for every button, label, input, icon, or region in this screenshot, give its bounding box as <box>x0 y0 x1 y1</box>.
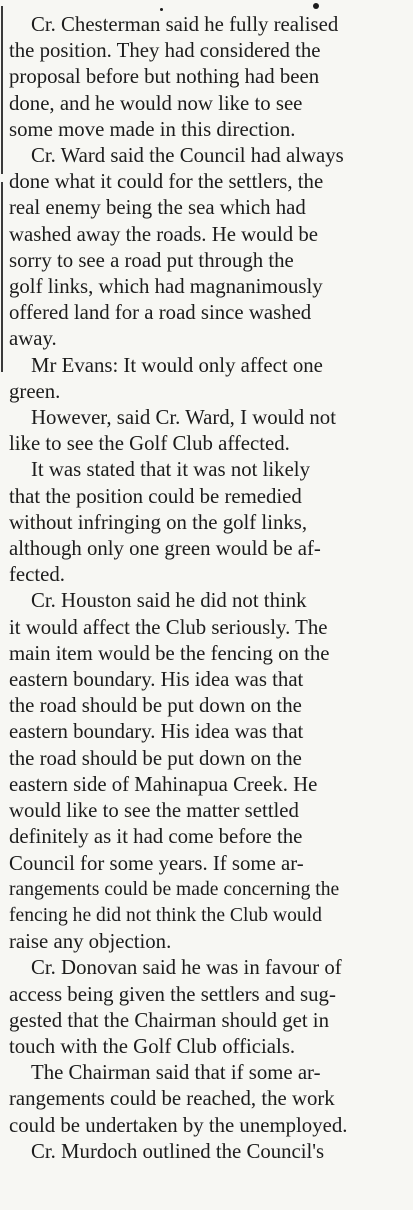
text-line: Mr Evans: It would only affect one <box>31 353 323 377</box>
text-line: Council for some years. If some ar- <box>9 851 304 875</box>
text-line: although only one green would be af- <box>9 537 321 561</box>
text-line: raise any objection. <box>9 930 172 954</box>
text-line: fected. <box>9 563 65 587</box>
text-line: Cr. Ward said the Council had always <box>31 144 344 168</box>
text-line: away. <box>9 327 57 351</box>
paragraph-donovan <box>9 955 413 1060</box>
text-line: that the position could be remedied <box>9 484 302 508</box>
paragraph-evans <box>9 353 413 405</box>
text-line: offered land for a road since washed <box>9 301 312 325</box>
text-line: main item would be the fencing on the <box>9 641 330 665</box>
text-line: rangements could be made concerning the <box>9 878 340 900</box>
text-line: golf links, which had magnanimously <box>9 275 323 299</box>
text-line: green. <box>9 379 61 403</box>
text-line: Cr. Houston said he did not think <box>31 589 307 613</box>
text-line: eastern boundary. His idea was that <box>9 668 304 692</box>
text-line: sorry to see a road put through the <box>9 248 294 272</box>
text-line: could be undertaken by the unemployed. <box>9 1113 348 1137</box>
text-line: Cr. Donovan said he was in favour of <box>31 956 342 980</box>
text-line: the road should be put down on the <box>9 694 302 718</box>
text-line: done what it could for the settlers, the <box>9 170 324 194</box>
text-line: would like to see the matter settled <box>9 799 299 823</box>
paragraph-chairman <box>9 1060 413 1139</box>
paragraph-chesterman <box>9 12 413 143</box>
text-line: It was stated that it was not likely <box>31 458 310 482</box>
text-line: washed away the roads. He would be <box>9 222 318 246</box>
paragraph-houston <box>9 588 413 955</box>
paragraph-murdoch <box>9 1139 413 1165</box>
text-line: it would affect the Club seriously. The <box>9 615 328 639</box>
text-line: like to see the Golf Club affected. <box>9 432 290 456</box>
text-line: some move made in this direction. <box>9 117 296 141</box>
text-line: The Chairman said that if some ar- <box>31 1061 321 1085</box>
text-line: access being given the settlers and sug- <box>9 982 336 1006</box>
text-line: Cr. Murdoch outlined the Council's <box>31 1139 325 1163</box>
text-line: real enemy being the sea which had <box>9 196 306 220</box>
paragraph-ward-golf <box>9 405 413 457</box>
text-line: touch with the Golf Club officials. <box>9 1034 296 1058</box>
text-line: without infringing on the golf links, <box>9 510 308 534</box>
text-line: fencing he did not think the Club would <box>9 904 322 926</box>
text-line: eastern boundary. His idea was that <box>9 720 304 744</box>
text-line: definitely as it had come before the <box>9 825 303 849</box>
text-line: proposal before but nothing had been <box>9 65 320 89</box>
text-line: Cr. Chesterman said he fully realised <box>31 13 339 36</box>
text-line: the road should be put down on the <box>9 746 302 770</box>
paragraph-ward <box>9 143 413 353</box>
text-line: the position. They had considered the <box>9 39 321 63</box>
paragraph-stated <box>9 457 413 588</box>
text-line: However, said Cr. Ward, I would not <box>31 406 336 430</box>
text-line: gested that the Chairman should get in <box>9 1008 329 1032</box>
text-line: eastern side of Mahinapua Creek. He <box>9 772 318 796</box>
text-line: done, and he would now like to see <box>9 91 303 115</box>
text-line: rangements could be reached, the work <box>9 1087 335 1111</box>
